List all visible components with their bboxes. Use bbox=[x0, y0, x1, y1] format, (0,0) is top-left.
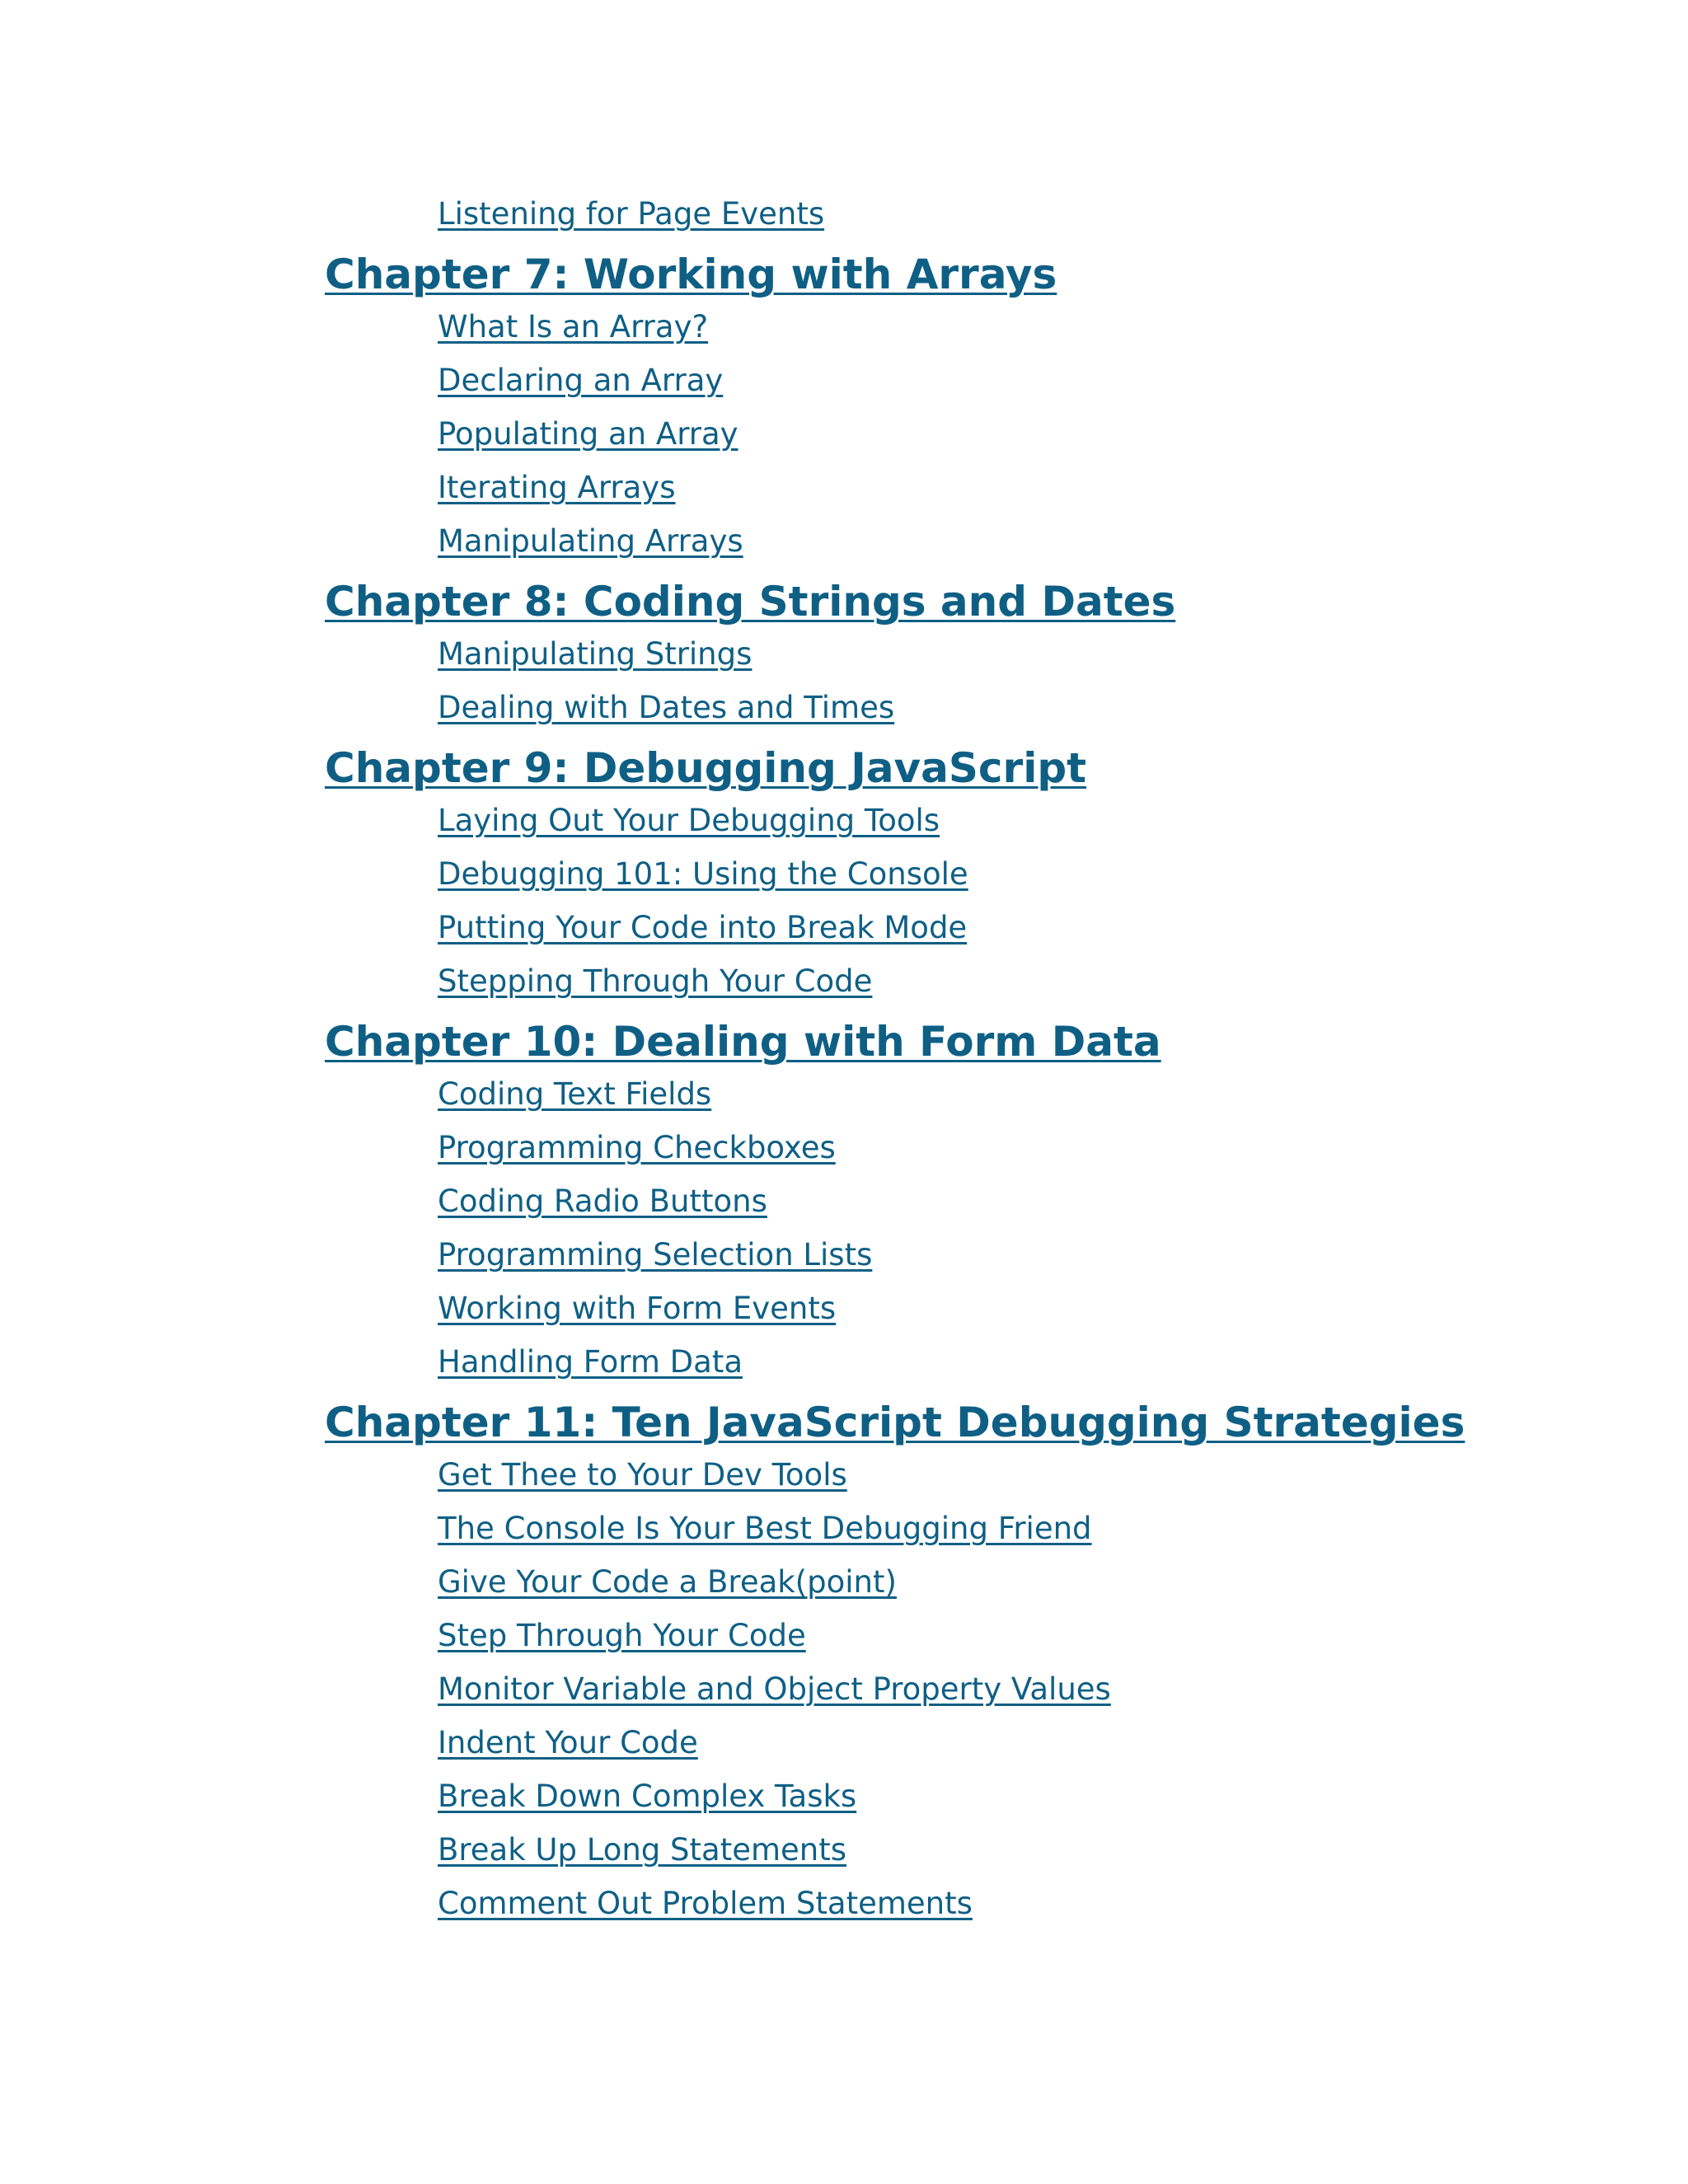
toc-section-link[interactable]: Step Through Your Code bbox=[438, 1618, 806, 1653]
toc-section-link[interactable]: Programming Selection Lists bbox=[438, 1237, 873, 1272]
toc-section-link[interactable]: Coding Text Fields bbox=[438, 1076, 712, 1112]
toc-section-link[interactable]: Break Up Long Statements bbox=[438, 1832, 847, 1868]
toc-section-link[interactable]: Populating an Array bbox=[438, 416, 738, 452]
toc-chapter-link[interactable]: Chapter 11: Ten JavaScript Debugging Strategies bbox=[325, 1399, 1465, 1446]
toc-section-link[interactable]: What Is an Array? bbox=[438, 309, 709, 344]
toc-section-link[interactable]: Listening for Page Events bbox=[438, 196, 825, 232]
toc-section-link[interactable]: Declaring an Array bbox=[438, 363, 724, 398]
toc-section-link[interactable]: Handling Form Data bbox=[438, 1344, 743, 1380]
toc-section-link[interactable]: Working with Form Events bbox=[438, 1291, 837, 1326]
toc-section-link[interactable]: Iterating Arrays bbox=[438, 470, 676, 505]
toc-section-link[interactable]: Coding Radio Buttons bbox=[438, 1183, 767, 1219]
toc-section-link[interactable]: Laying Out Your Debugging Tools bbox=[438, 803, 940, 838]
toc-section-link[interactable]: Indent Your Code bbox=[438, 1725, 698, 1760]
toc-section-link[interactable]: Monitor Variable and Object Property Values bbox=[438, 1671, 1111, 1707]
toc-section-link[interactable]: Manipulating Strings bbox=[438, 636, 753, 672]
toc-chapter-link[interactable]: Chapter 8: Coding Strings and Dates bbox=[325, 578, 1176, 626]
toc-chapter-link[interactable]: Chapter 9: Debugging JavaScript bbox=[325, 744, 1087, 792]
toc-section-link[interactable]: Give Your Code a Break(point) bbox=[438, 1564, 897, 1600]
toc-chapter-link[interactable]: Chapter 7: Working with Arrays bbox=[325, 251, 1057, 298]
toc-section-link[interactable]: Programming Checkboxes bbox=[438, 1130, 836, 1165]
toc-section-link[interactable]: Stepping Through Your Code bbox=[438, 963, 873, 999]
toc-section-link[interactable]: Get Thee to Your Dev Tools bbox=[438, 1457, 847, 1493]
toc-section-link[interactable]: The Console Is Your Best Debugging Friend bbox=[438, 1511, 1092, 1546]
toc-section-link[interactable]: Dealing with Dates and Times bbox=[438, 690, 895, 725]
toc-section-link[interactable]: Debugging 101: Using the Console bbox=[438, 856, 968, 892]
toc-section-link[interactable]: Comment Out Problem Statements bbox=[438, 1886, 973, 1921]
toc-section-link[interactable]: Break Down Complex Tasks bbox=[438, 1779, 857, 1814]
toc-chapter-link[interactable]: Chapter 10: Dealing with Form Data bbox=[325, 1018, 1161, 1066]
toc-section-link[interactable]: Manipulating Arrays bbox=[438, 523, 743, 559]
toc-section-link[interactable]: Putting Your Code into Break Mode bbox=[438, 910, 968, 945]
